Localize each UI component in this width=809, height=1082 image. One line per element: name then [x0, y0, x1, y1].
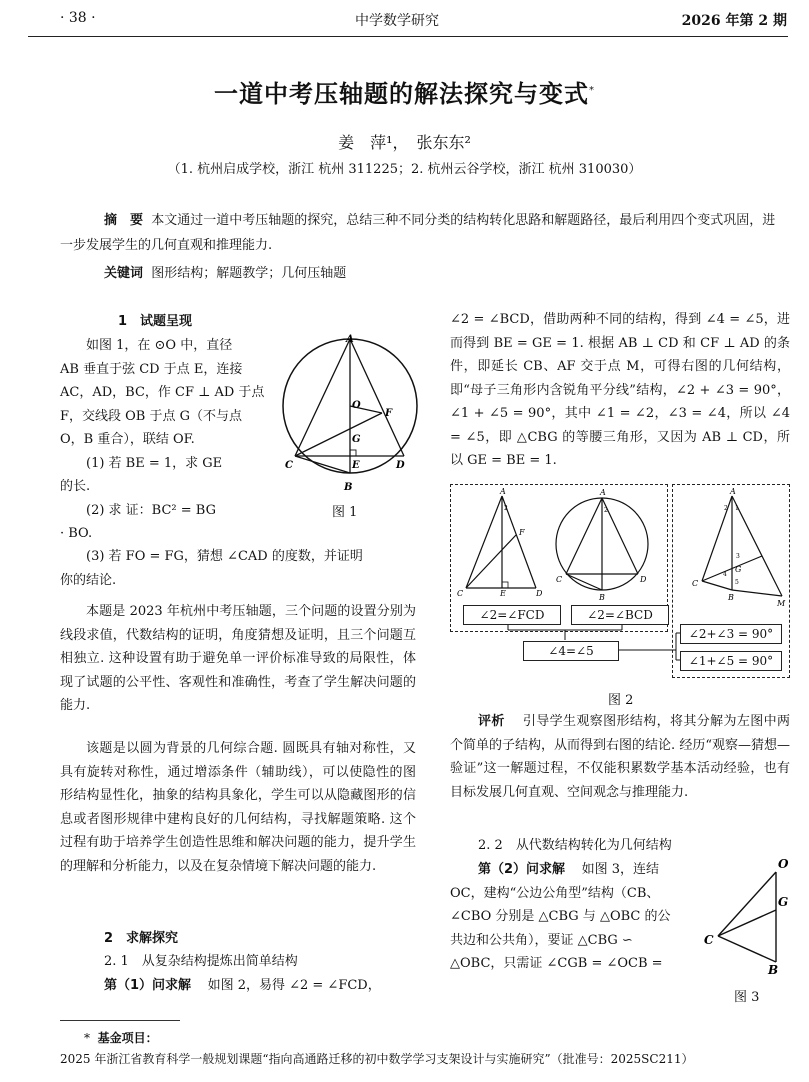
question-2: (2) 求 证：BC² = BG: [86, 502, 216, 518]
problem-statement: [60, 334, 282, 546]
fig2-label-G3: G: [735, 565, 742, 574]
q1-solution-start: [104, 974, 424, 998]
fig2-angle-2: 2: [504, 505, 508, 512]
footnote-rule: [60, 1020, 180, 1021]
fig2-subfigure-left: [457, 487, 543, 598]
fig2-subfigure-right: [692, 487, 786, 606]
paragraph-intro: 本题是 2023 年杭州中考压轴题，三个问题的设置分别为线段求值，代数结构的证明，角度猜想及证明，且三个问题互相独立. 这种设置有助于避免单一评价标准导致的局限性，体现了试题的公平性、客观性和准确性，考查了学生解决问题的能力.: [60, 604, 416, 713]
fig2-label-E: E: [500, 589, 506, 598]
label-D: D: [396, 460, 405, 471]
keywords: [104, 262, 346, 281]
footnote-text: 2025 年浙江省教育科学一般规划课题“指向高通路迁移的初中数学学习支架设计与实施研究”（批准号：2025SC211）: [60, 1052, 694, 1066]
keywords-text: 图形结构；解题教学；几何压轴题: [151, 266, 347, 281]
problem-line: 如图 1，在 ⊙O 中，直径: [86, 338, 233, 353]
q2-solution-label: 第（2）问求解: [478, 862, 566, 877]
page-number: · 38 ·: [60, 10, 96, 26]
fig2-label-C2: C: [556, 575, 563, 584]
figure-1-caption: 图 1: [332, 505, 358, 520]
fig2-label-C3: C: [692, 579, 699, 588]
fig2-angle-3: 3: [736, 553, 740, 560]
fig2-label-B3: B: [728, 593, 734, 602]
q2-solution-line: OC，建构“公边公角型”结构（CB、: [450, 885, 660, 901]
q2-solution-line: 共边和公共角），要证 △CBG ∽: [450, 932, 633, 948]
q2-solution-line: △OBC，只需证 ∠CGB = ∠OCB =: [450, 956, 663, 971]
fig2-label-A3: A: [730, 487, 736, 496]
fig2-angle-2c: 2: [724, 505, 728, 512]
q1-solution-label: 第（1）问求解: [104, 978, 192, 993]
section-2-1-heading: 2. 1 从复杂结构提炼出简单结构: [104, 954, 298, 969]
fig2-label-A: A: [500, 487, 506, 496]
section-2-2-heading: 2. 2 从代数结构转化为几何结构: [478, 838, 672, 853]
fig2-angle-5: 5: [735, 579, 739, 586]
fig2-label-D: D: [536, 589, 543, 598]
fig2-label-M3: M: [777, 599, 786, 606]
q1-solution-text: 如图 2，易得 ∠2 = ∠FCD，: [207, 978, 381, 993]
abstract: [60, 208, 788, 258]
question-1: (1) 若 BE = 1，求 GE: [86, 455, 223, 471]
figure-3: [702, 852, 794, 978]
fig2-label-B2: B: [599, 593, 605, 602]
fig3-label-O: O: [778, 857, 789, 871]
label-B: B: [344, 482, 353, 493]
keywords-label: 关键词: [104, 266, 144, 281]
commentary-text: 引导学生观察图形结构，将其分解为左图中两个简单的子结构，从而得到右图的结论. 经历“观察—猜想—验证”这一解题过程，不仅能积累数学基本活动经验，也有目标发展几何直观、空间观念与推理能力.: [450, 714, 790, 800]
commentary: [450, 710, 790, 804]
fig2-box-angle4-5: ∠4=∠5: [523, 641, 619, 661]
figure-1: [282, 330, 418, 498]
fig3-label-C: C: [704, 933, 714, 947]
fig2-box-angle2-bcd: ∠2=∠BCD: [571, 605, 669, 625]
affiliations: （1. 杭州启成学校，浙江 杭州 311225；2. 杭州云谷学校，浙江 杭州 310030）: [167, 162, 642, 177]
q2-solution: [450, 858, 705, 976]
question-2-cont: · BO.: [60, 526, 93, 541]
q2-solution-line: ∠CBO 分别是 △CBG 与 △OBC 的公: [450, 909, 671, 924]
fig3-label-B: B: [768, 963, 779, 977]
title-text: 一道中考压轴题的解法探究与变式: [214, 80, 589, 108]
question-1-cont: 的长.: [60, 479, 91, 494]
fig2-box-angle2-3-sum: ∠2+∠3 = 90°: [680, 624, 782, 644]
label-O: O: [352, 400, 361, 411]
footnote-label: 基金项目：: [97, 1031, 158, 1045]
problem-line: AC，AD，BC，作 CF ⊥ AD 于点: [60, 385, 265, 400]
label-F: F: [385, 408, 393, 419]
footnote: [60, 1028, 790, 1070]
question-3-line: (3) 若 FO = FG，猜想 ∠CAD 的度数，并证明: [86, 549, 363, 564]
issue-number: 2026 年第 2 期: [681, 13, 787, 29]
fig2-diagrams: [452, 486, 788, 606]
fig3-label-G: G: [778, 895, 789, 909]
label-E: E: [352, 460, 360, 471]
fig2-angle-4: 4: [723, 571, 727, 578]
fig2-label-C: C: [457, 589, 464, 598]
fig2-subfigure-middle: [556, 488, 648, 602]
q2-solution-line: 如图 3，连结: [581, 862, 659, 877]
q1-solution-continued: ∠2 = ∠BCD，借助两种不同的结构，得到 ∠4 = ∠5，进而得到 BE = GE = 1. 根据 AB ⊥ CD 和 CF ⊥ AD 的条件，即延长 CB、AF 交于点 M，可得右图的几何结构，即“母子三角形内含锐角平分线”结构，∠2 + ∠3 = 90°，∠1 + ∠5 = 90°，其中 ∠1 = ∠2，∠3 = ∠4，所以 ∠4 = ∠5，即 △CBG 的等腰三角形，又因为 AB ⊥ CD，所以 GE = BE = 1.: [450, 312, 790, 468]
figure-3-caption: 图 3: [734, 990, 760, 1005]
journal-name: 中学数学研究: [355, 13, 439, 29]
title-footnote-mark: *: [589, 85, 595, 96]
figure-2-caption: 图 2: [608, 693, 634, 708]
abstract-label: 摘 要: [104, 213, 144, 228]
fig2-box-angle1-5-sum: ∠1+∠5 = 90°: [680, 651, 782, 671]
fig2-angle-2b: 2: [604, 507, 608, 514]
fig2-angle-1: 1: [735, 505, 739, 512]
label-A: A: [346, 334, 354, 345]
paragraph-analysis: 该题是以圆为背景的几何综合题. 圆既具有轴对称性，又具有旋转对称性，通过增添条件（辅助线），可以使隐性的图形结构显性化，抽象的结构具象化，学生可以从隐藏图形的信息或者图形规律中建构良好的几何结构，寻找解题策略. 这个过程有助于培养学生创造性思维和解决问题的能力，提升学生的理解和分析能力，以及在复杂情境下解决问题的能力.: [60, 741, 416, 874]
section-1-heading: 1 试题呈现: [118, 314, 193, 329]
question-3: [60, 545, 416, 592]
section-2-heading: 2 求解探究: [104, 931, 179, 946]
problem-line: F，交线段 OB 于点 G（不与点: [60, 408, 243, 424]
fig2-box-angle2-fcd: ∠2=∠FCD: [463, 605, 561, 625]
authors: 姜 萍¹， 张东东²: [338, 133, 471, 152]
abstract-text: 本文通过一道中考压轴题的探究，总结三种不同分类的结构转化思路和解题路径，最后利用四个变式巩固，进一步发展学生的几何直观和推理能力.: [60, 213, 776, 253]
header-rule: [28, 36, 788, 37]
article-title: [0, 74, 809, 109]
label-C: C: [285, 460, 293, 471]
label-G: G: [352, 434, 361, 445]
problem-line: AB 垂直于弦 CD 于点 E，连接: [60, 361, 243, 377]
problem-line: O，B 重合），联结 OF.: [60, 432, 195, 447]
commentary-label: 评析: [478, 714, 505, 729]
fig2-label-D2: D: [640, 575, 647, 584]
fig2-label-A2: A: [600, 488, 606, 497]
fig2-label-F: F: [519, 528, 525, 537]
footnote-mark: *: [84, 1031, 90, 1045]
question-3-line: 你的结论.: [60, 572, 117, 588]
